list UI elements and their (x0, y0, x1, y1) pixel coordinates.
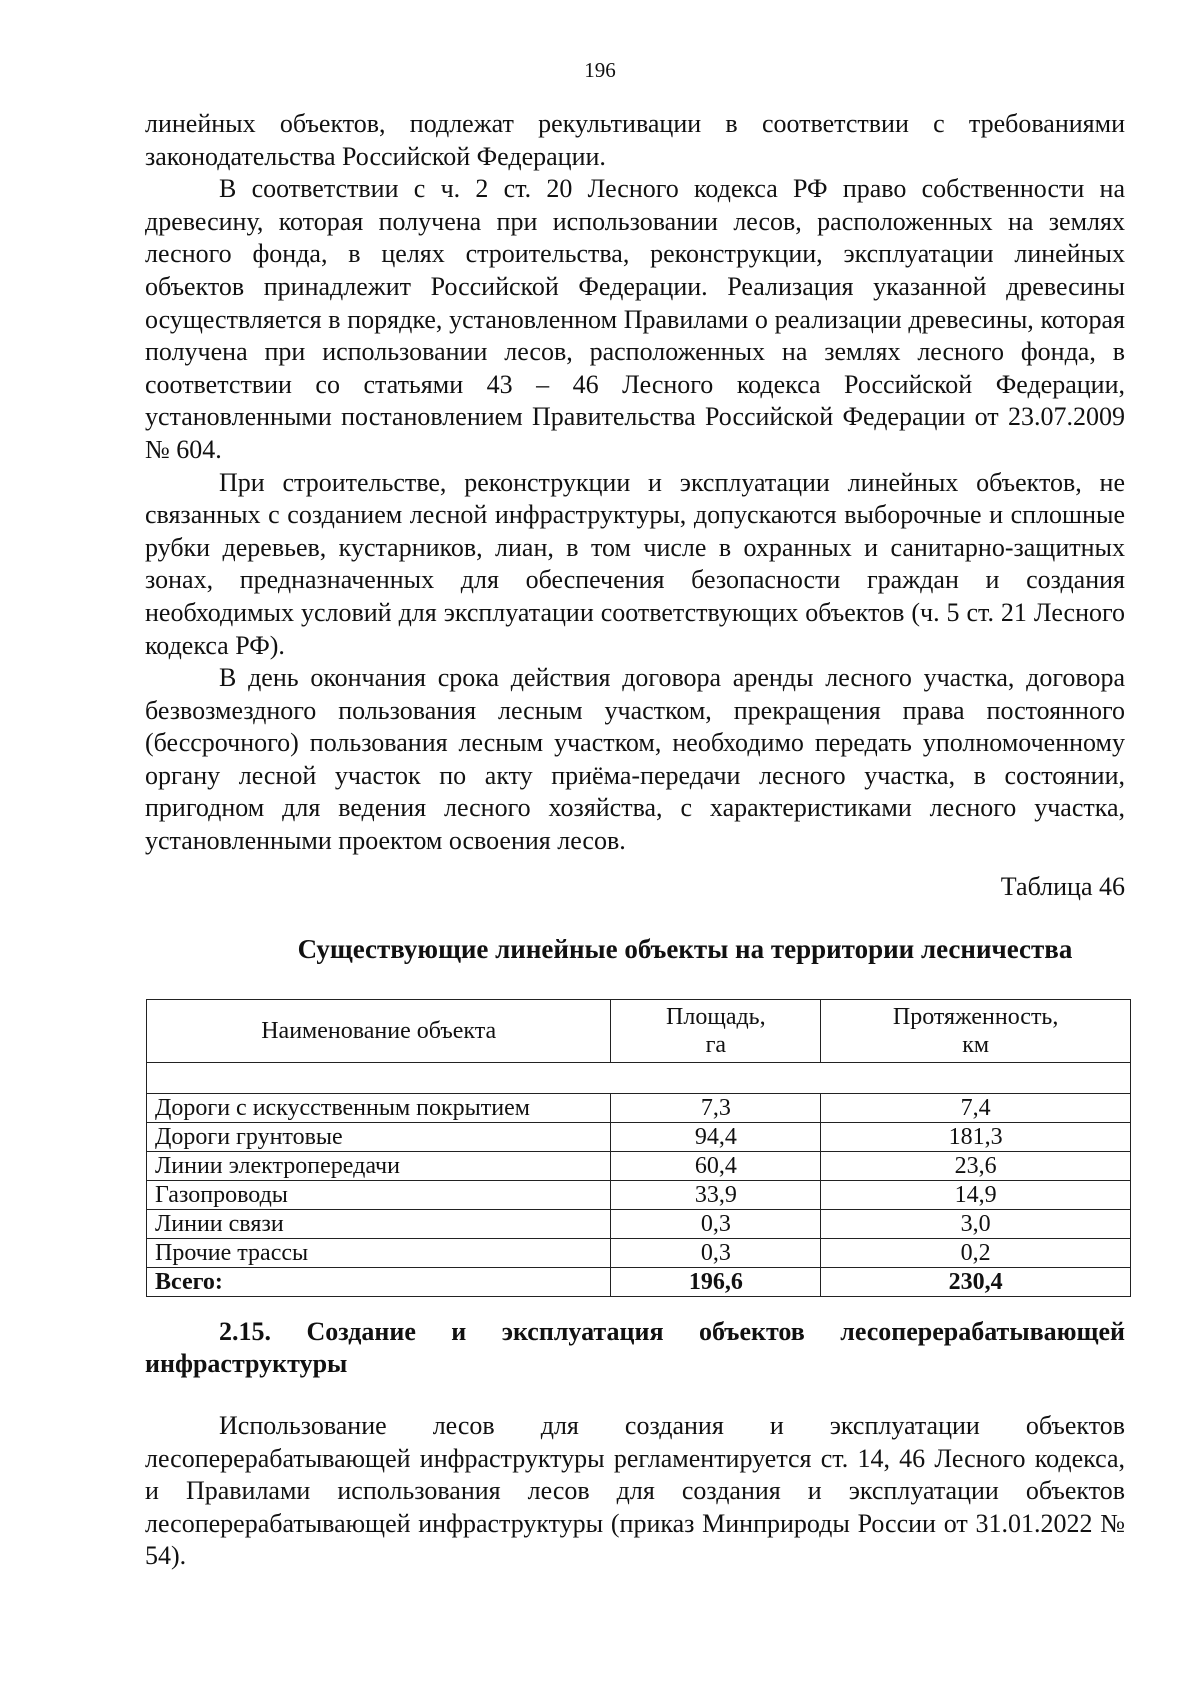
header-length-line1: Протяженность, (892, 1004, 1059, 1030)
page-number: 196 (584, 58, 616, 82)
body-text-top (145, 108, 1125, 858)
paragraph-section: Использование лесов для создания и эксплуатации объектов лесоперерабатывающей инфраструктуры регламентируется ст. 14, 46 Лесного кодекса, и Правилами использования лесов для создания и эксплуатации объектов лесоперерабатывающей инфраструктуры (приказ Минприроды России от 31.01.2022 № 54). (145, 1411, 1125, 1571)
table-header-row (147, 1000, 1131, 1063)
table-caption: Таблица 46 (1000, 872, 1125, 901)
header-length-line2: км (962, 1032, 990, 1058)
row-length: 7,4 (821, 1094, 1131, 1123)
row-area: 7,3 (611, 1094, 821, 1123)
row-name: Линии связи (147, 1210, 611, 1239)
table-blank-row (147, 1063, 1131, 1094)
section-heading (145, 1316, 1125, 1380)
row-area: 33,9 (611, 1181, 821, 1210)
paragraph-timber-ownership: В соответствии с ч. 2 ст. 20 Лесного кодекса РФ право собственности на древесину, которая получена при использовании лесов, расположенных на землях лесного фонда, в целях строительства, реконструкции, эксплуатации линейных объектов принадлежит Российской Федерации. Реализация указанной древесины осуществляется в порядке, установленном Правилами о реализации древесины, которая получена при использовании лесов, расположенных на землях лесного фонда, в соответствии со статьями 43 – 46 Лесного кодекса Российской Федерации, установленными постановлением Правительства Российской Федерации от 23.07.2009 № 604. (145, 174, 1125, 464)
row-area: 0,3 (611, 1210, 821, 1239)
paragraph-felling: При строительстве, реконструкции и эксплуатации линейных объектов, не связанных с созданием лесной инфраструктуры, допускаются выборочные и сплошные рубки деревьев, кустарников, лиан, в том числе в охранных и санитарно-защитных зонах, предназначенных для обеспечения безопасности граждан и создания необходимых условий для эксплуатации соответствующих объектов (ч. 5 ст. 21 Лесного кодекса РФ). (145, 467, 1125, 660)
body-text-bottom (145, 1410, 1125, 1573)
row-length: 23,6 (821, 1152, 1131, 1181)
table-row (147, 1123, 1131, 1152)
linear-objects-table (146, 999, 1131, 1297)
table-title: Существующие линейные объекты на территории лесничества (297, 934, 1073, 964)
row-name: Дороги грунтовые (147, 1123, 611, 1152)
paragraph-continuation: линейных объектов, подлежат рекультивации в соответствии с требованиями законодательства Российской Федерации. (145, 109, 1125, 171)
row-length: 0,2 (821, 1239, 1131, 1268)
row-length: 181,3 (821, 1123, 1131, 1152)
total-label: Всего: (147, 1268, 611, 1297)
blank-cell (147, 1063, 1131, 1094)
table-row (147, 1181, 1131, 1210)
header-length (821, 1000, 1131, 1063)
section-title: Создание и эксплуатация объектов лесоперерабатывающей инфраструктуры (145, 1317, 1126, 1378)
table-row (147, 1210, 1131, 1239)
paragraph-lease-end: В день окончания срока действия договора аренды лесного участка, договора безвозмездного пользования лесным участком, прекращения права постоянного (бессрочного) пользования лесным участком, необходимо передать уполномоченному органу лесной участок по акту приёма-передачи лесного участка, в состоянии, пригодном для ведения лесного хозяйства, с характеристиками лесного участка, установленными проектом освоения лесов. (145, 663, 1125, 856)
header-name: Наименование объекта (147, 1000, 611, 1063)
row-length: 3,0 (821, 1210, 1131, 1239)
row-area: 0,3 (611, 1239, 821, 1268)
row-name: Линии электропередачи (147, 1152, 611, 1181)
total-length: 230,4 (821, 1268, 1131, 1297)
section-number: 2.15. (219, 1317, 271, 1346)
table-row (147, 1239, 1131, 1268)
table-row (147, 1152, 1131, 1181)
row-area: 60,4 (611, 1152, 821, 1181)
header-area-line1: Площадь, (666, 1004, 766, 1030)
total-area: 196,6 (611, 1268, 821, 1297)
row-name: Дороги с искусственным покрытием (147, 1094, 611, 1123)
header-area-line2: га (705, 1032, 727, 1058)
row-length: 14,9 (821, 1181, 1131, 1210)
table-total-row (147, 1268, 1131, 1297)
row-name: Прочие трассы (147, 1239, 611, 1268)
row-name: Газопроводы (147, 1181, 611, 1210)
header-area (611, 1000, 821, 1063)
table-row (147, 1094, 1131, 1123)
row-area: 94,4 (611, 1123, 821, 1152)
